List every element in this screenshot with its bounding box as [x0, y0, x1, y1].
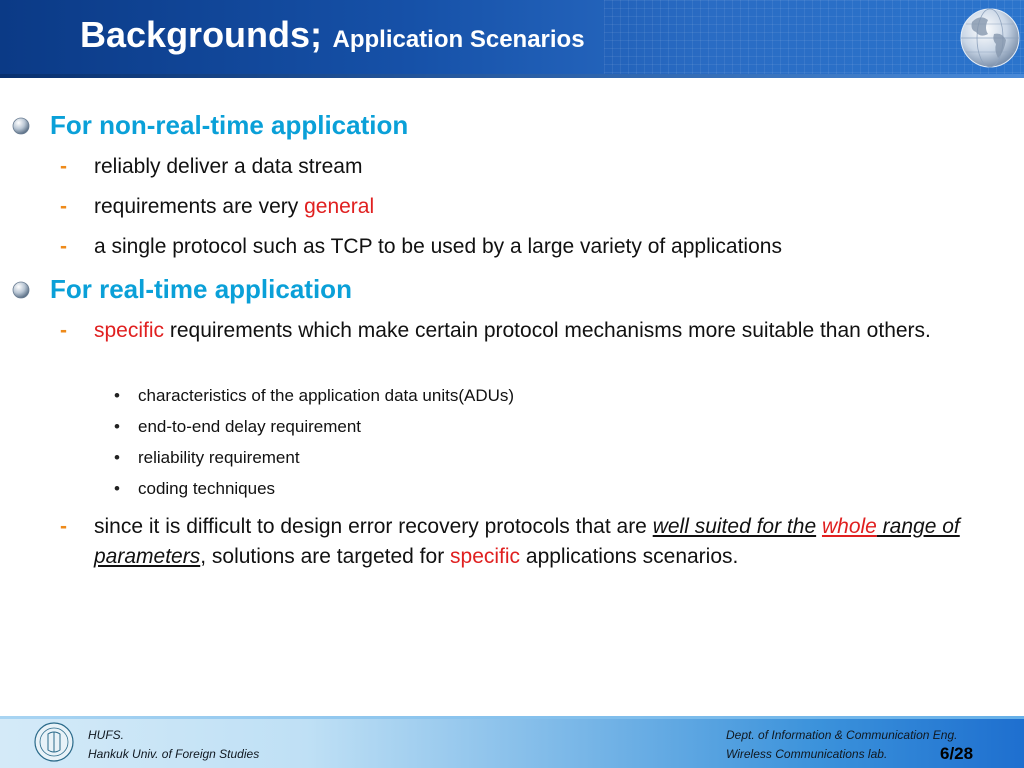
slide-footer: [0, 716, 1024, 768]
sub-item-text: end-to-end delay requirement: [138, 417, 362, 436]
page-number: 6/28: [940, 744, 974, 763]
sub-list-item: [114, 386, 515, 406]
section-heading-real-time: [50, 274, 352, 305]
slide-header: [0, 0, 1024, 78]
list-item: [60, 192, 984, 222]
highlight-general: general: [304, 195, 375, 218]
list-item: [60, 316, 984, 346]
underlined-phrase: well suited for the: [652, 515, 817, 538]
footer-school-abbr: HUFS.: [88, 728, 124, 742]
sub-list-item: [114, 448, 300, 468]
dot-bullet: •: [114, 448, 120, 467]
dot-bullet: •: [114, 479, 120, 498]
dash-bullet: -: [60, 319, 67, 342]
header-underline: [0, 74, 1024, 78]
dash-bullet: -: [60, 515, 67, 538]
sub-list-item: [114, 417, 362, 437]
underlined-phrase: range of parameters: [94, 515, 960, 568]
sub-item-text: reliability requirement: [138, 448, 300, 467]
item-text: requirements are very: [94, 195, 305, 218]
footer-school-name: Hankuk Univ. of Foreign Studies: [88, 747, 260, 761]
dash-bullet: -: [60, 235, 67, 258]
item-text: a single protocol such as TCP to be used by a large variety of applications: [94, 235, 782, 258]
sub-item-text: characteristics of the application data units(ADUs): [138, 386, 515, 405]
orb-bullet-icon: [12, 281, 30, 299]
footer-top-line: [0, 716, 1024, 719]
section-heading-text: For non-real-time application: [50, 110, 409, 140]
title-subtitle: Application Scenarios: [332, 26, 585, 53]
dash-bullet: -: [60, 195, 67, 218]
section-heading-text: For real-time application: [50, 274, 352, 304]
orb-bullet-icon: [12, 117, 30, 135]
item-text: requirements which make certain protocol mechanisms more suitable than others.: [164, 319, 931, 342]
university-seal-icon: [34, 722, 74, 762]
highlight-specific: specific: [94, 319, 165, 342]
item-text: reliably deliver a data stream: [94, 155, 363, 178]
dash-bullet: -: [60, 155, 67, 178]
list-item: [60, 152, 984, 182]
list-item: [60, 512, 984, 572]
item-text: since it is difficult to design error recovery protocols that are: [94, 515, 653, 538]
item-text: applications scenarios.: [520, 545, 739, 568]
sub-item-text: coding techniques: [138, 479, 276, 498]
dot-bullet: •: [114, 386, 120, 405]
list-item: [60, 232, 984, 262]
highlight-specific: specific: [450, 545, 521, 568]
item-text: , solutions are targeted for: [200, 545, 451, 568]
section-heading-non-real-time: [50, 110, 408, 141]
footer-lab: Wireless Communications lab.: [726, 747, 888, 761]
footer-department: Dept. of Information & Communication Eng.: [726, 728, 958, 742]
title-main: Backgrounds;: [80, 14, 323, 55]
slide-title: [80, 14, 585, 56]
underlined-highlight-whole: whole: [821, 515, 877, 538]
sub-list-item: [114, 479, 276, 499]
dot-bullet: •: [114, 417, 120, 436]
globe-icon: [958, 4, 1022, 74]
